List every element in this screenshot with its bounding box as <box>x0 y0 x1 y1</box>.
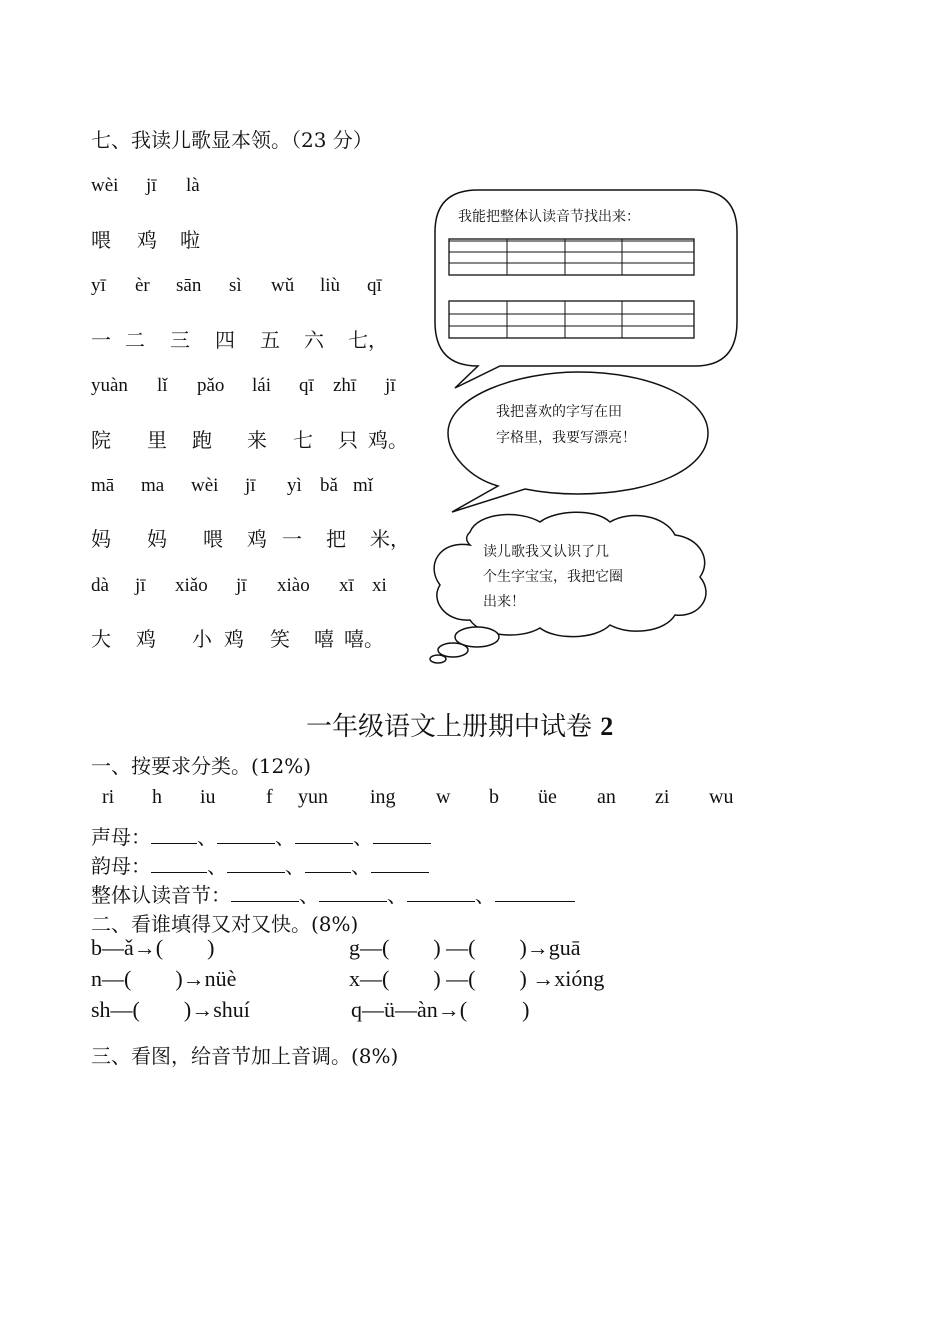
hanzi-char: 只 <box>338 428 358 452</box>
shengmu-row <box>91 821 431 850</box>
hanzi-char: 来 <box>247 428 267 452</box>
separator: 、 <box>275 825 295 849</box>
hanzi-char: 鸡。 <box>368 428 408 452</box>
hanzi-char: 鸡 <box>136 627 156 651</box>
classify-item: w <box>436 786 451 808</box>
pinyin-syllable: wǔ <box>271 275 295 296</box>
classify-item: ing <box>370 786 396 808</box>
hanzi-char: 妈 <box>91 527 111 551</box>
classify-item: h <box>152 786 162 808</box>
hanzi-char: 七， <box>348 328 388 352</box>
answer-blank[interactable] <box>319 883 387 902</box>
classify-item: f <box>266 786 273 808</box>
hanzi-char: 二 <box>125 328 145 352</box>
answer-blank[interactable] <box>151 825 197 844</box>
bubble3-text-line2: 个生字宝宝，我把它圈 <box>483 569 623 585</box>
pinyin-syllable: jī <box>236 575 247 596</box>
hanzi-char: 大 <box>91 627 111 651</box>
hanzi-char: 七 <box>293 428 313 452</box>
pinyin-syllable: sān <box>176 275 202 296</box>
answer-blank[interactable] <box>231 883 299 902</box>
classify-item: zi <box>655 786 670 808</box>
hanzi-char: 喂 <box>91 228 111 252</box>
pinyin-syllable: yì <box>287 475 302 496</box>
answer-blank[interactable] <box>151 854 207 873</box>
classify-item: an <box>597 786 616 808</box>
pinyin-syllable: xī <box>339 575 354 596</box>
answer-blank[interactable] <box>217 825 275 844</box>
bubble2-text-line2: 字格里，我要写漂亮！ <box>496 430 636 446</box>
answer-blank[interactable] <box>371 854 429 873</box>
hanzi-char: 五 <box>260 328 280 352</box>
pinyin-syllable: jī <box>146 175 157 196</box>
classify-item: iu <box>200 786 216 808</box>
pinyin-syllable: wèi <box>91 175 119 196</box>
pinyin-syllable: lái <box>252 375 271 396</box>
q2-row2-left: n—( )→nüè <box>91 966 237 991</box>
separator: 、 <box>475 883 495 907</box>
separator: 、 <box>353 825 373 849</box>
pinyin-syllable: mā <box>91 475 115 496</box>
hanzi-char: 把 <box>326 527 346 551</box>
hanzi-char: 六 <box>304 328 324 352</box>
q2-row3-right: q—ü—àn→( ) <box>351 997 530 1022</box>
hanzi-char: 鸡 <box>137 228 157 252</box>
hanzi-char: 跑 <box>192 428 212 452</box>
pinyin-syllable: yuàn <box>91 375 128 396</box>
pinyin-syllable: liù <box>320 275 341 296</box>
hanzi-char: 三 <box>170 328 190 352</box>
hanzi-char: 啦 <box>180 228 200 252</box>
classify-item: ri <box>102 786 115 808</box>
bubble3-text-line1: 读儿歌我又认识了几 <box>483 544 609 560</box>
q2-row3-left: sh—( )→shuí <box>91 997 250 1022</box>
pinyin-syllable: là <box>186 175 200 196</box>
bubble1-text: 我能把整体认读音节找出来： <box>458 209 640 225</box>
pinyin-syllable: zhī <box>333 375 357 396</box>
separator: 、 <box>197 825 217 849</box>
hanzi-char: 小 <box>192 627 212 651</box>
classify-item: üe <box>538 786 557 808</box>
pinyin-syllable: xiào <box>277 575 310 596</box>
classify-item: yun <box>298 786 328 808</box>
separator: 、 <box>351 854 371 878</box>
pinyin-syllable: lǐ <box>157 375 168 396</box>
q2-row2-right: x—( ) —( ) →xióng <box>349 966 605 991</box>
hanzi-char: 喂 <box>203 527 223 551</box>
exam-title <box>306 706 613 743</box>
separator: 、 <box>387 883 407 907</box>
zhengti-label: 整体认读音节： <box>91 883 231 907</box>
answer-blank[interactable] <box>305 854 351 873</box>
separator: 、 <box>207 854 227 878</box>
exam-title-number: 2 <box>600 712 614 741</box>
pinyin-syllable: jī <box>135 575 146 596</box>
q2-row1-right: g—( ) —( )→guā <box>349 935 581 960</box>
bubble2-text-line1: 我把喜欢的字写在田 <box>496 404 622 420</box>
section7-title: 七、我读儿歌显本领。（23 分） <box>91 128 373 152</box>
answer-blank[interactable] <box>495 883 575 902</box>
classify-item: wu <box>709 786 734 808</box>
pinyin-syllable: xiǎo <box>175 575 208 596</box>
pinyin-syllable: xi <box>372 575 387 596</box>
hanzi-char: 鸡 <box>224 627 244 651</box>
pinyin-syllable: sì <box>229 275 242 296</box>
pinyin-syllable: pǎo <box>197 375 225 396</box>
bubble3-text-line3: 出来！ <box>483 594 525 610</box>
hanzi-char: 米， <box>370 527 410 551</box>
answer-blank[interactable] <box>295 825 353 844</box>
hanzi-char: 四 <box>215 328 235 352</box>
shengmu-label: 声母： <box>91 825 151 849</box>
exam-title-text: 一年级语文上册期中试卷 <box>306 712 593 742</box>
hanzi-char: 妈 <box>147 527 167 551</box>
pinyin-syllable: qī <box>367 275 382 296</box>
pinyin-syllable: jī <box>245 475 256 496</box>
hanzi-char: 一 <box>91 328 111 352</box>
thought-bubble-dot-small <box>430 655 446 663</box>
yunmu-row <box>91 850 429 879</box>
zhengti-row <box>91 879 575 908</box>
hanzi-char: 嘻。 <box>344 627 384 651</box>
q1-title: 一、按要求分类。(12%) <box>91 754 312 778</box>
hanzi-char: 笑 <box>270 627 290 651</box>
pinyin-syllable: qī <box>299 375 314 396</box>
answer-blank[interactable] <box>373 825 431 844</box>
pinyin-syllable: dà <box>91 575 109 596</box>
hanzi-char: 院 <box>91 428 111 452</box>
q2-row1-left: b—ǎ→( ) <box>91 935 215 960</box>
q2-title: 二、看谁填得又对又快。(8%) <box>91 912 359 936</box>
answer-blank[interactable] <box>407 883 475 902</box>
hanzi-char: 鸡 <box>247 527 267 551</box>
yunmu-label: 韵母： <box>91 854 151 878</box>
pinyin-syllable: yī <box>91 275 106 296</box>
pinyin-syllable: jī <box>385 375 396 396</box>
pinyin-syllable: èr <box>135 275 150 296</box>
hanzi-char: 一 <box>282 527 302 551</box>
classify-item: b <box>489 786 499 808</box>
hanzi-char: 嘻 <box>314 627 334 651</box>
pinyin-syllable: bǎ <box>320 475 338 496</box>
pinyin-syllable: wèi <box>191 475 219 496</box>
separator: 、 <box>299 883 319 907</box>
pinyin-syllable: ma <box>141 475 165 496</box>
q3-title: 三、看图，给音节加上音调。(8%) <box>91 1044 399 1068</box>
separator: 、 <box>285 854 305 878</box>
pinyin-syllable: mǐ <box>353 475 374 496</box>
answer-blank[interactable] <box>227 854 285 873</box>
hanzi-char: 里 <box>147 428 167 452</box>
